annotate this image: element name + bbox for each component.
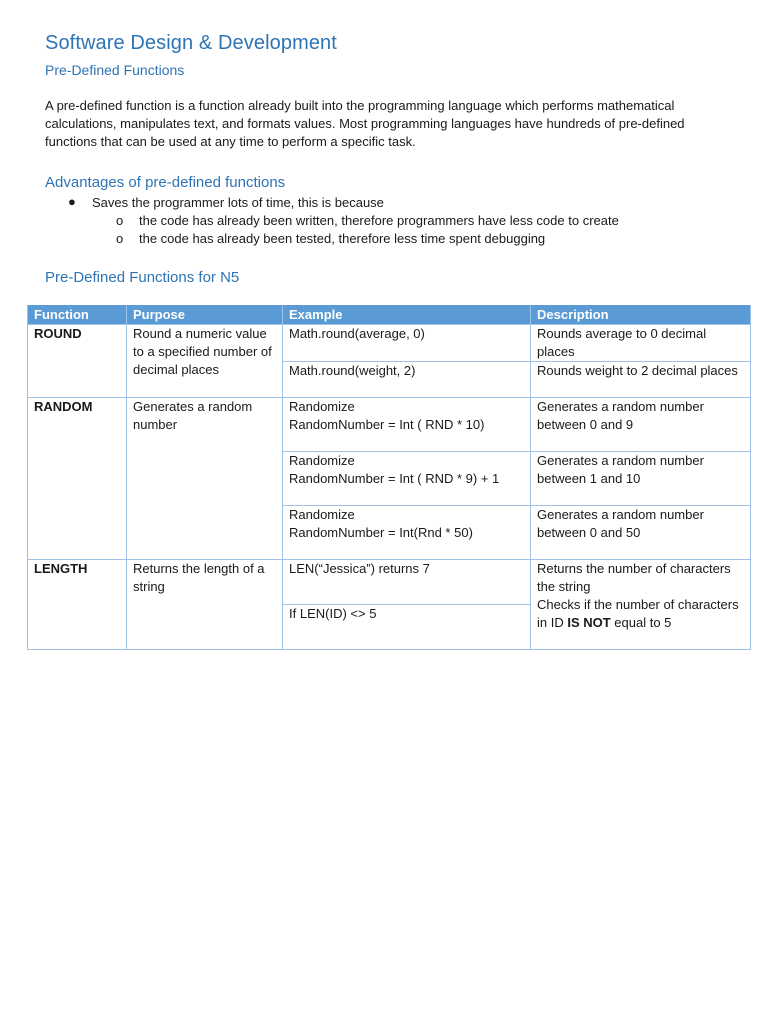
bullet-dot-icon: ●: [68, 194, 76, 209]
purpose-length: Returns the length of a string: [127, 560, 283, 650]
description-cell: Rounds average to 0 decimal places: [531, 325, 751, 362]
description-text: Checks if the number of characters in ID: [537, 597, 739, 630]
example-line: RandomNumber = Int(Rnd * 50): [289, 525, 473, 540]
advantage-sub-item: the code has already been written, therefore programmers have less code to create: [139, 213, 619, 228]
example-line: RandomNumber = Int ( RND * 9) + 1: [289, 471, 500, 486]
description-line: [537, 596, 744, 632]
table-header-description: Description: [531, 305, 751, 325]
table-header-function: Function: [28, 305, 127, 325]
description-text: equal to 5: [610, 615, 672, 630]
table-header-row: [28, 305, 751, 325]
sub-bullet-circle-icon: o: [116, 231, 124, 246]
intro-paragraph: A pre-defined function is a function already built into the programming language which performs mathematical calculations, manipulates text, and formats values. Most programming languages have hundreds of pre-defined functions that can be used at any time to perform a specific task.: [45, 98, 685, 149]
example-line: Randomize: [289, 399, 355, 414]
example-cell: [283, 398, 531, 452]
functions-table: [27, 305, 751, 650]
example-line: Randomize: [289, 453, 355, 468]
emphasis-is-not: IS NOT: [567, 615, 611, 630]
description-line: Returns the number of characters the string: [537, 561, 731, 594]
table-header-purpose: Purpose: [127, 305, 283, 325]
document-subtitle: Pre-Defined Functions: [45, 62, 185, 78]
function-name-random: RANDOM: [28, 398, 127, 560]
function-name-round: ROUND: [28, 325, 127, 398]
advantages-heading: Advantages of pre-defined functions: [45, 174, 286, 191]
example-line: Randomize: [289, 507, 355, 522]
example-cell: LEN(“Jessica”) returns 7: [283, 560, 531, 605]
description-cell: Generates a random number between 1 and 10: [531, 452, 751, 506]
example-cell: Math.round(average, 0): [283, 325, 531, 362]
description-cell: Generates a random number between 0 and 9: [531, 398, 751, 452]
advantage-bullet: Saves the programmer lots of time, this is because: [92, 195, 384, 210]
example-cell: Math.round(weight, 2): [283, 362, 531, 398]
sub-bullet-circle-icon: o: [116, 213, 124, 228]
description-cell-length: [531, 560, 751, 650]
example-cell: [283, 506, 531, 560]
description-cell: Generates a random number between 0 and 50: [531, 506, 751, 560]
table-row: [28, 325, 751, 362]
document-title: Software Design & Development: [45, 32, 337, 54]
table-header-example: Example: [283, 305, 531, 325]
example-cell: If LEN(ID) <> 5: [283, 605, 531, 650]
function-name-length: LENGTH: [28, 560, 127, 650]
purpose-round: Round a numeric value to a specified number of decimal places: [127, 325, 283, 398]
advantage-sub-item: the code has already been tested, therefore less time spent debugging: [139, 231, 546, 246]
table-row: [28, 398, 751, 452]
table-row: [28, 560, 751, 605]
description-cell: Rounds weight to 2 decimal places: [531, 362, 751, 398]
n5-heading: Pre-Defined Functions for N5: [45, 269, 240, 286]
example-cell: [283, 452, 531, 506]
example-line: RandomNumber = Int ( RND * 10): [289, 417, 485, 432]
purpose-random: Generates a random number: [127, 398, 283, 560]
